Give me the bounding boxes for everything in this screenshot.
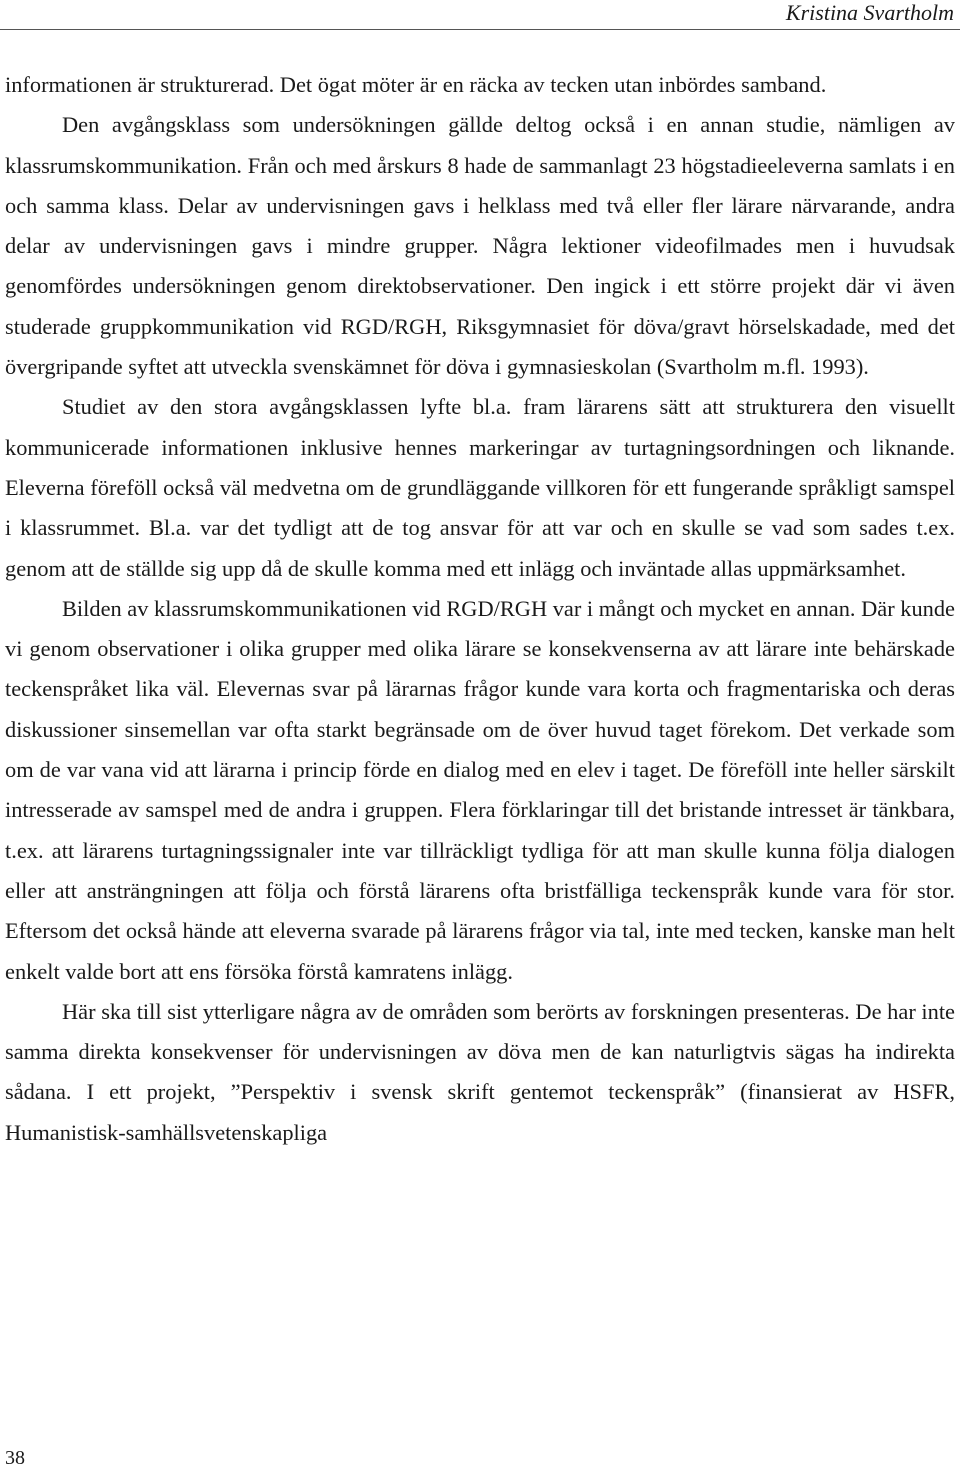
paragraph-5: Här ska till sist ytterligare några av de områden som berörts av forskningen presenteras. De har inte samma direkta konsekvenser för undervisningen av döva men de kan naturligtvis sägas ha indirekta sådana. I ett projekt, ”Perspektiv i svensk skrift gentemot teckenspråk” (finansierat av HSFR, Humanistisk-samhällsvetenskapliga	[5, 998, 955, 1145]
paragraph-3: Studiet av den stora avgångsklassen lyfte bl.a. fram lärarens sätt att strukturera den visuellt kommunicerade informationen inklusive hennes markeringar av turtagningsordningen och liknande. Eleverna föreföll också väl medvetna om de grundläggande villkoren för ett fungerande språkligt samspel i klassrummet. Bl.a. var det tydligt att de tog ansvar för att var och en skulle se vad som sades t.ex. genom att de ställde sig upp då de skulle komma med ett inlägg och inväntade allas uppmärksamhet.	[5, 394, 955, 581]
paragraph-2: Den avgångsklass som undersökningen gällde deltog också i en annan studie, nämligen av klassrumskommunikation. Från och med årskurs 8 hade de sammanlagt 23 högstadieeleverna samlats i en och samma klass. Delar av undervisningen gavs i helklass med två eller fler lärare närvarande, andra delar av undervisningen gavs i mindre grupper. Några lektioner videofilmades men i huvudsak genomfördes undersökningen genom direktobservationer. Den ingick i ett större projekt där vi även studerade gruppkommunikation vid RGD/RGH, Riksgymnasiet för döva/gravt hörselskadade, med det övergripande syftet att utveckla svenskämnet för döva i gymnasieskolan (Svartholm m.fl. 1993).	[5, 112, 955, 380]
running-header-author: Kristina Svartholm	[785, 0, 954, 25]
running-header	[0, 0, 960, 30]
page-number: 38	[5, 1447, 25, 1469]
paragraph-4: Bilden av klassrumskommunikationen vid RGD/RGH var i mångt och mycket en annan. Där kunde vi genom observationer i olika grupper med olika lärare se konsekvenserna av att lärare inte behärskade teckenspråket lika väl. Elevernas svar på lärarnas frågor kunde vara korta och fragmentariska och deras diskussioner sinsemellan var ofta starkt begränsade om de över huvud taget förekom. Det verkade som om de var vana vid att lärarna i princip förde en dialog med en elev i taget. De föreföll inte heller särskilt intresserade av samspel med de andra i gruppen. Flera förklaringar till det bristande intresset är tänkbara, t.ex. att lärarens turtagningssignaler inte var tillräckligt tydliga för att man skulle kunna följa dialogen eller att ansträngningen att följa och förstå lärarens ofta bristfälliga teckenspråk kunde vara för stor. Eftersom det också hände att eleverna svarade på lärarens frågor via tal, inte med tecken, kanske man helt enkelt valde bort att ens försöka förstå kamratens inlägg.	[5, 595, 955, 984]
body-text	[5, 65, 955, 1153]
paragraph-1: informationen är strukturerad. Det ögat möter är en räcka av tecken utan inbördes samband.	[5, 72, 827, 97]
